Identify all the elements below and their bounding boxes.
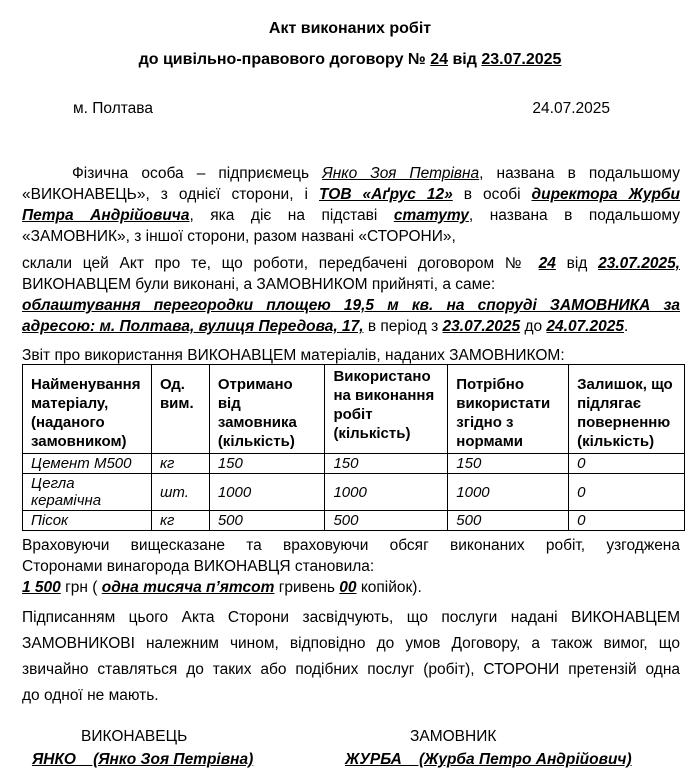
parties-line-3	[22, 205, 680, 226]
text-fragment: , названа в подальшому	[479, 165, 680, 182]
work-address: адресою: м. Полтава, вулиця Передова, 17,	[22, 318, 364, 335]
subtitle-mid: від	[452, 51, 477, 68]
place: м. Полтава	[73, 100, 153, 117]
subtitle-prefix: до цивільно-правового договору №	[138, 51, 426, 68]
cell-unit: кг	[151, 454, 209, 474]
cell-required: 500	[448, 511, 569, 531]
executor-name: Янко Зоя Петрівна	[322, 165, 480, 182]
basis-document: статуту	[393, 207, 469, 224]
cell-used: 150	[325, 454, 448, 474]
period-to: 24.07.2025	[546, 318, 624, 335]
cell-required: 1000	[448, 474, 569, 511]
works-line-4	[22, 316, 680, 337]
cell-used: 1000	[325, 474, 448, 511]
header-used: Використано на виконання робіт (кількість)	[325, 365, 448, 454]
document-title: Акт виконаних робіт	[268, 20, 432, 37]
table-header-row	[23, 365, 685, 454]
act-date: 24.07.2025	[532, 100, 610, 117]
text-fragment: грн (	[65, 579, 98, 596]
works-line-3	[22, 295, 680, 316]
contract-date: 23.07.2025	[481, 51, 562, 68]
text-fragment: копійок).	[360, 579, 422, 596]
text-fragment: Фізична особа – підприємець	[72, 165, 310, 182]
contract-number: 24	[430, 51, 449, 68]
confirmation-line-1: Підписанням цього Акта Сторони засвідчують, що послуги надані ВИКОНАВЦЕМ	[22, 609, 680, 626]
cell-unit: кг	[151, 511, 209, 531]
amount-kopecks: 00	[339, 579, 357, 596]
materials-table	[22, 364, 685, 531]
text-fragment: від	[566, 255, 588, 272]
header-required: Потрібно використати згідно з нормами	[448, 365, 569, 454]
cell-received: 1000	[209, 474, 325, 511]
text-fragment: до	[524, 318, 543, 335]
cell-received: 500	[209, 511, 325, 531]
text-fragment: , яка діє на підставі	[189, 207, 378, 224]
executor-signature: ЯНКО (Янко Зоя Петрівна)	[32, 751, 254, 768]
table-row	[23, 511, 685, 531]
text-fragment: , названа в подальшому	[468, 207, 681, 224]
paragraph-parties	[22, 163, 680, 247]
customer-label: ЗАМОВНИК	[410, 728, 497, 745]
contract-date-ref: 23.07.2025,	[598, 255, 680, 272]
confirmation-line-4: до одної не мають.	[22, 687, 159, 704]
remuneration-line-1: Враховуючи вищесказане та враховуючи обсяг виконаних робіт, узгоджена	[22, 537, 680, 554]
header-received: Отримано від замовника (кількість)	[209, 365, 325, 454]
header-remainder: Залишок, що підлягає поверненню (кількість)	[569, 365, 685, 454]
director-name-cont: Петра Андрійовича	[22, 207, 190, 224]
period-from: 23.07.2025	[442, 318, 521, 335]
amount-digits: 1 500	[22, 579, 61, 596]
contract-number-ref: 24	[538, 255, 556, 272]
cell-used: 500	[325, 511, 448, 531]
header-material: Найменування матеріалу, (наданого замовником)	[23, 365, 152, 454]
remuneration-line-3	[22, 577, 680, 598]
text-fragment: .	[624, 318, 629, 335]
executor-label: ВИКОНАВЕЦЬ	[81, 728, 188, 745]
paragraph-remuneration	[22, 535, 680, 598]
paragraph-works	[22, 253, 680, 337]
materials-report-title: Звіт про використання ВИКОНАВЦЕМ матеріалів, наданих ЗАМОВНИКОМ:	[22, 347, 565, 364]
table-row	[23, 474, 685, 511]
parties-line-1	[22, 163, 680, 184]
works-line-2: ВИКОНАВЦЕМ були виконані, а ЗАМОВНИКОМ прийняті, а саме:	[22, 276, 496, 293]
amount-words: одна тисяча п’ятсот	[101, 579, 275, 596]
cell-material: Пісок	[23, 511, 152, 531]
text-fragment: в період з	[367, 318, 439, 335]
document-subtitle	[0, 51, 700, 69]
cell-required: 150	[448, 454, 569, 474]
works-line-1	[22, 253, 680, 274]
confirmation-line-2: ЗАМОВНИКОВІ належним чином, відповідно до умов Договору, а також вимог, що	[22, 635, 680, 652]
table-row	[23, 454, 685, 474]
cell-remainder: 0	[569, 511, 685, 531]
header-unit: Од. вим.	[151, 365, 209, 454]
text-fragment: в особі	[463, 186, 521, 203]
parties-line-2	[22, 184, 680, 205]
company-name: ТОВ «Аґрус 12»	[319, 186, 453, 203]
remuneration-line-2: Сторонами винагорода ВИКОНАВЦЯ становила:	[22, 558, 375, 575]
cell-remainder: 0	[569, 474, 685, 511]
cell-unit: шт.	[151, 474, 209, 511]
text-fragment: гривень	[278, 579, 335, 596]
text-fragment: «ВИКОНАВЕЦЬ», з однієї сторони, і	[22, 186, 308, 203]
director-name: директора Журби	[531, 186, 680, 203]
cell-received: 150	[209, 454, 325, 474]
cell-material: Цемент М500	[23, 454, 152, 474]
cell-material: Цегла керамічна	[23, 474, 152, 511]
customer-signature: ЖУРБА (Журба Петро Андрійович)	[345, 751, 632, 768]
work-description: облаштування перегородки площею 19,5 м кв. на споруді ЗАМОВНИКА за	[22, 297, 680, 314]
paragraph-confirmation	[22, 605, 680, 709]
cell-remainder: 0	[569, 454, 685, 474]
confirmation-line-3: звичайно ставляться до таких або подібних послуг (робіт), СТОРОНИ претензій одна	[22, 661, 680, 678]
parties-line-4: «ЗАМОВНИК», з іншої сторони, разом названі «СТОРОНИ»,	[22, 228, 456, 245]
text-fragment: склали цей Акт про те, що роботи, передбачені договором №	[22, 255, 528, 272]
